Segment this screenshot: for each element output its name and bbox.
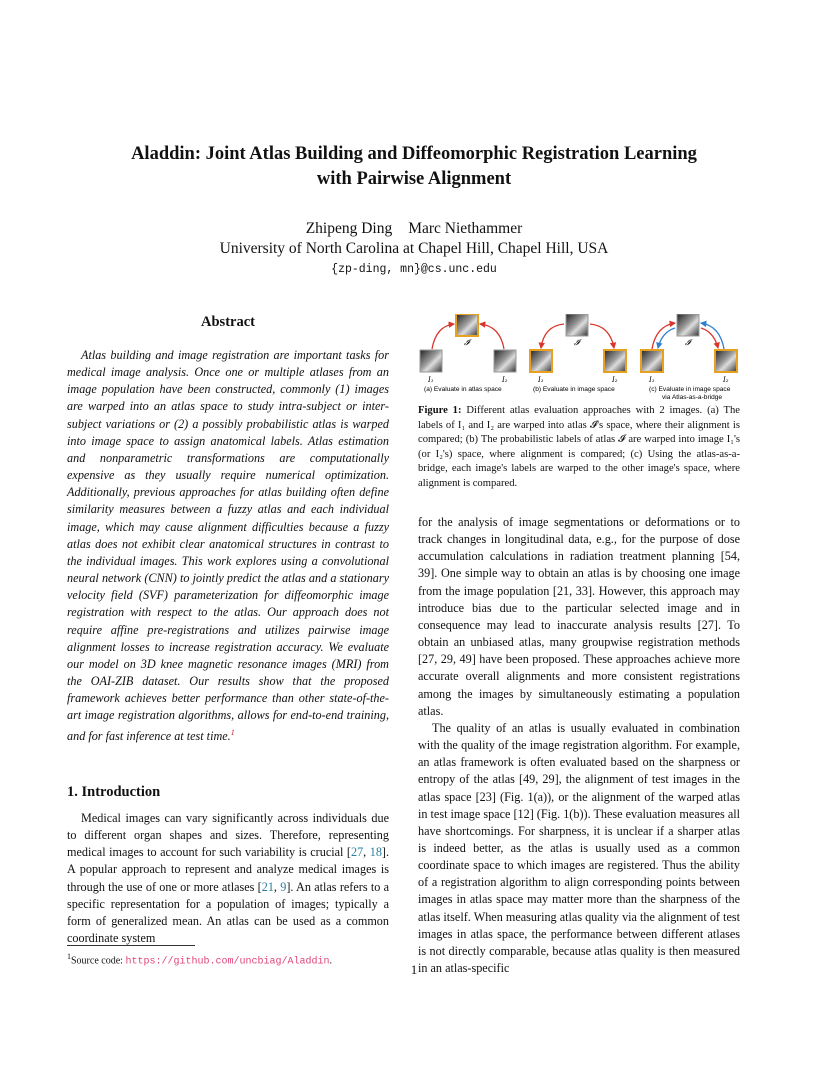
atlas-symbol: 𝓘 (574, 338, 580, 347)
intro-paragraph: Medical images can vary significantly across individuals due to different organ shapes and sizes. Therefore, representing medical images to account for such variability is crucial [27, 18]. A popular approach to represent and analyze medical images is through the use of one or more atlases [21, 9]. An atlas refers to a specific representation for a population of images; typically a form of generalized mean. An atlas can be used as a common coordinate system (67, 811, 390, 946)
panel-a (420, 314, 516, 393)
title-line-2: with Pairwise Alignment (316, 169, 512, 189)
paper-title (60, 142, 768, 192)
footnote: $^1$Source code: https://github.com/uncbiag/Aladdin. (67, 952, 332, 968)
image-1-label: I₁ (428, 376, 434, 384)
image-thumbnail (641, 350, 663, 372)
footnote-ref[interactable]: 1 (230, 728, 235, 738)
citation[interactable]: 9 (280, 879, 287, 894)
footnote-rule (67, 945, 195, 946)
citation[interactable]: 27 (350, 845, 364, 860)
abstract-heading: Abstract (201, 314, 255, 330)
intro-body (67, 810, 389, 947)
atlas-thumbnail (677, 314, 699, 336)
abstract-text: Atlas building and image registration are important tasks for medical image analysis. Once one or multiple atlases from an image population have been constructed, commonly (1) images are warped into an atlas space to study intra-subject or inter-subject variations or (2) a possibly probabilistic atlas is warped into image space to assign anatomical labels. Atlas estimation and nonparametric transformations are computationally expensive as they usually require numerical optimization. Additionally, previous approaches for atlas building often define similarity measures between a fuzzy atlas and each individual image, which may cause alignment difficulties because a fuzzy atlas does not exhibit clear anatomical structures in contrast to the individual images. This work explores using a convolutional neural network (CNN) to jointly predict the atlas and a stationary velocity field (SVF) parameterization for diffeomorphic image registration with respect to the atlas. Our approach does not require affine pre-registrations and utilizes pairwise image alignment losses to increase registration accuracy. We evaluate our model on 3D knee magnetic resonance images (MRI) from the OAI-ZIB dataset. Our results show that the proposed framework achieves better performance than other state-of-the-art image registration algorithms, allows for end-to-end training, and for fast inference at test time. (67, 348, 389, 744)
figure-1-caption (418, 404, 740, 491)
panel-c (641, 314, 737, 401)
panel-a-label: (a) Evaluate in atlas space (424, 386, 502, 393)
image-thumbnail (604, 350, 626, 372)
right-column-body (418, 514, 740, 977)
title-line-1: Aladdin: Joint Atlas Building and Diffeomorphic Registration Learning (131, 144, 697, 164)
intro-heading: 1. Introduction (67, 784, 161, 800)
panel-c-label-1: (c) Evaluate in image space (649, 386, 731, 393)
image-thumbnail (420, 350, 442, 372)
paragraph-2: The quality of an atlas is usually evaluated in combination with the quality of the image registration algorithm. For example, an atlas framework is often evaluated based on the sharpness or entropy of the atlas [49, 29], the alignment of test images in the atlas space [23] (Fig. 1(a)), or the alignment of the warped atlas in test image space [12] (Fig. 1(b)). These evaluation measures all have shortcomings. For sharpness, it is unclear if a sharper atlas is indeed better, as the atlas is usually used as a common coordinate space to which images are registered. Thus the ability of a registration algorithm to align corresponding points between images in atlas space may matter more than the sharpness of the atlas itself. When measuring atlas quality via the alignment of test images in atlas space, the performance between different atlases is not directly comparable, because atlas quality is then measured in an atlas-specific (418, 720, 740, 976)
footnote-label: Source code: (71, 955, 126, 967)
image-2-label: I₂ (723, 376, 729, 384)
atlas-symbol: 𝓘 (685, 338, 691, 347)
image-1-label: I₁ (538, 376, 544, 384)
atlas-thumbnail (566, 314, 588, 336)
citation[interactable]: 21 (261, 879, 274, 894)
image-2-label: I₂ (612, 376, 618, 384)
citation[interactable]: 18 (369, 845, 382, 860)
image-2-label: I₂ (502, 376, 508, 384)
atlas-thumbnail (456, 314, 478, 336)
panel-b-label: (b) Evaluate in image space (533, 386, 615, 393)
atlas-symbol: 𝓘 (464, 338, 470, 347)
image-thumbnail (530, 350, 552, 372)
paragraph-1: for the analysis of image segmentations or deformations or to track changes in longitudinal data, e.g., for the purpose of dose accumulation calculations in radiation treatment planning [54, 39]. One simple way to obtain an atlas is by choosing one image from the image population [21, 33]. However, this approach may introduce bias due to the particular selected image and in consequence may lead to inaccurate analysis results [27]. To obtain an unbiased atlas, many groupwise registration methods [27, 29, 49] have been proposed. These approaches achieve more accurate overall alignments and more consistent registrations among the images by simultaneously estimating a population atlas. (418, 515, 740, 718)
image-thumbnail (494, 350, 516, 372)
source-code-link[interactable]: https://github.com/uncbiag/Aladdin (125, 956, 330, 968)
panel-b (530, 314, 626, 393)
author-2: Marc Niethammer (408, 220, 523, 237)
figure-1 (418, 314, 740, 402)
author-1: Zhipeng Ding (305, 220, 393, 237)
caption-label: Figure 1: (418, 405, 462, 416)
image-1-label: I₁ (649, 376, 655, 384)
footnote-mark: 1 (67, 952, 71, 961)
email: {zp-ding, mn}@cs.unc.edu (331, 263, 497, 276)
abstract-body (67, 347, 389, 746)
panel-c-label-2: via Atlas-as-a-bridge (662, 394, 723, 401)
page-number: 1 (410, 962, 418, 977)
affiliation: University of North Carolina at Chapel Hill, Chapel Hill, USA (219, 240, 609, 257)
image-thumbnail (715, 350, 737, 372)
caption-text: Different atlas evaluation approaches with 2 images. (a) The labels of I₁ and I₂ are warped into atlas 𝓘's space, where their alignment is compared; (b) The probabilistic labels of atlas 𝓘 are warped into image I₁'s (or I₂'s) space, where alignment is compared; (c) Using the atlas-as-a-bridge, each image's labels are warped to the other image's space, where alignment is compared. (418, 405, 740, 489)
authors (60, 219, 768, 239)
